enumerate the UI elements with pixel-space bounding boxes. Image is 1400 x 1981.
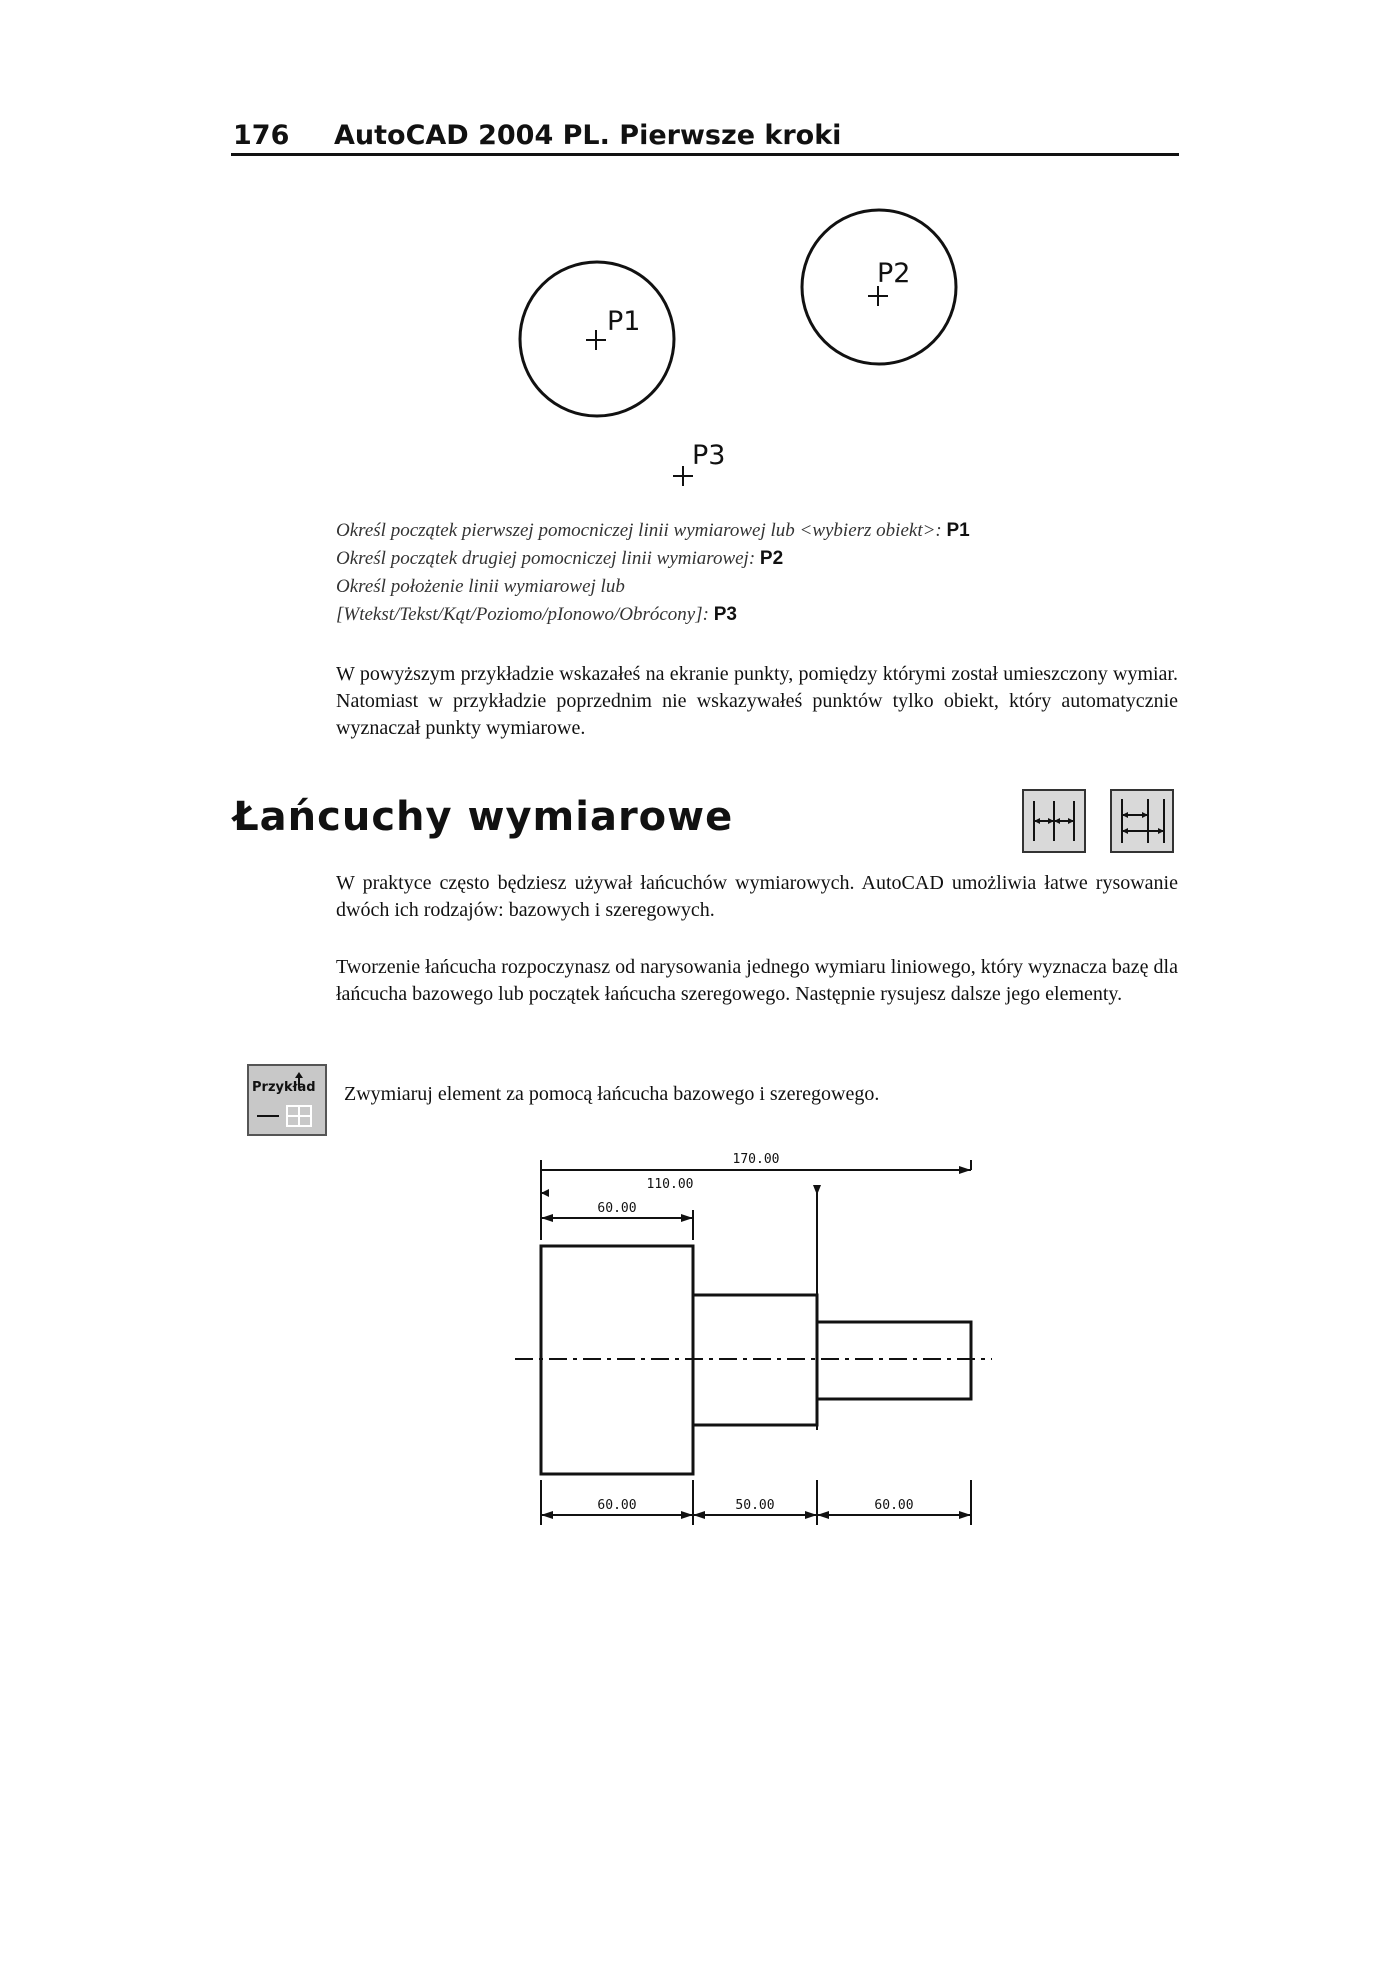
figure-shaft-dimensions xyxy=(0,1140,1400,1540)
command-line-4-prompt: [Wtekst/Tekst/Kąt/Poziomo/pIonowo/Obrócony]: xyxy=(336,604,709,625)
dim-label-110: 110.00 xyxy=(646,1177,694,1192)
dim-label-60-bottom-right: 60.00 xyxy=(874,1498,914,1513)
shaft-section-3 xyxy=(817,1322,971,1399)
command-line-3-prompt: Określ położenie linii wymiarowej lub xyxy=(336,576,625,597)
dim-continue-icon xyxy=(1024,791,1084,851)
figure-points-diagram xyxy=(0,0,1400,500)
paragraph-explanation: W powyższym przykładzie wskazałeś na ekranie punkty, pomiędzy którymi został umieszczony wymiar. Natomiast w przykładzie poprzednim nie wskazywałeś punktów tylko obiekt, który automatycznie wyznaczał punkty wymiarowe. xyxy=(336,663,1178,739)
example-icon xyxy=(247,1064,327,1136)
label-p2: P2 xyxy=(877,258,911,289)
command-line-2-value: P2 xyxy=(759,548,784,569)
command-line-4 xyxy=(336,604,737,626)
page-number: 176 xyxy=(233,120,290,151)
command-line-1-value: P1 xyxy=(946,520,970,541)
dim-label-50-bottom: 50.00 xyxy=(735,1498,775,1513)
dim-baseline-icon xyxy=(1112,791,1172,851)
section-heading: Łańcuchy wymiarowe xyxy=(233,794,734,840)
dim-label-170: 170.00 xyxy=(732,1152,780,1167)
label-p1: P1 xyxy=(607,306,641,337)
crosshair-p3-icon xyxy=(673,466,693,486)
dim-label-60-top: 60.00 xyxy=(597,1201,637,1216)
command-line-4-value: P3 xyxy=(713,604,737,625)
command-line-1 xyxy=(336,520,970,542)
example-icon-label: Przykład xyxy=(252,1080,316,1095)
dimension-baseline-button[interactable] xyxy=(1110,789,1174,853)
command-line-1-prompt: Określ początek pierwszej pomocniczej linii wymiarowej lub <wybierz obiekt>: xyxy=(336,520,942,541)
command-line-2-prompt: Określ początek drugiej pomocniczej linii wymiarowej: xyxy=(336,548,756,569)
paragraph-chain: Tworzenie łańcucha rozpoczynasz od narysowania jednego wymiaru liniowego, który wyznacza bazę dla łańcucha bazowego lub początek łańcucha szeregowego. Następnie rysujesz dalsze jego elementy. xyxy=(336,956,1178,1005)
crosshair-p2-icon xyxy=(868,286,888,306)
paragraph-intro: W praktyce często będziesz używał łańcuchów wymiarowych. AutoCAD umożliwia łatwe rysowanie dwóch ich rodzajów: bazowych i szeregowych. xyxy=(336,872,1178,921)
running-header-title: AutoCAD 2004 PL. Pierwsze kroki xyxy=(334,120,842,151)
command-line-3 xyxy=(336,576,625,598)
command-line-2 xyxy=(336,548,783,570)
label-p3: P3 xyxy=(692,440,726,471)
crosshair-p1-icon xyxy=(586,330,606,350)
dimension-continue-button[interactable] xyxy=(1022,789,1086,853)
dim-label-60-bottom: 60.00 xyxy=(597,1498,637,1513)
example-instruction: Zwymiaruj element za pomocą łańcucha bazowego i szeregowego. xyxy=(344,1083,880,1105)
